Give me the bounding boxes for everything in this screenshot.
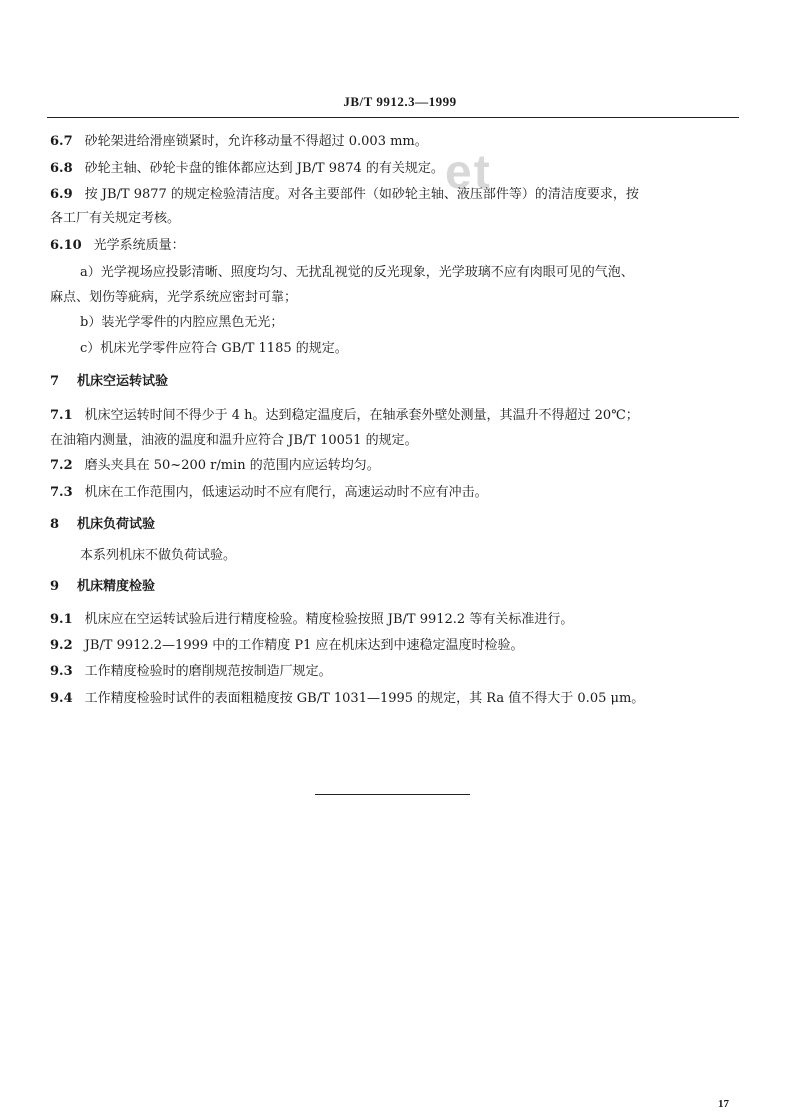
watermark: et [445, 146, 492, 199]
clause-6-10 [50, 237, 742, 255]
clause-number: 6.8 [50, 161, 73, 176]
section-title: 机床负荷试验 [77, 517, 156, 532]
item-text: a）光学视场应投影清晰、照度均匀、无扰乱视觉的反光现象，光学玻璃不应有肉眼可见的气泡、 [80, 265, 634, 280]
clause-number: 9.4 [50, 691, 73, 706]
item-c [80, 340, 742, 358]
clause-text: JB/T 9912.2—1999 中的工作精度 P1 应在机床达到中速稳定温度时检验。 [84, 638, 524, 653]
clause-6-9-cont [50, 210, 742, 228]
clause-7-1 [50, 407, 742, 425]
clause-number: 9.3 [50, 664, 73, 679]
clause-text: 机床在工作范围内，低速运动时不应有爬行，高速运动时不应有冲击。 [84, 485, 488, 500]
clause-text: 按 JB/T 9877 的规定检验清洁度。对各主要部件（如砂轮主轴、液压部件等）的清洁度要求，按 [84, 187, 639, 202]
clause-text: 磨头夹具在 50~200 r/min 的范围内应运转均匀。 [84, 458, 380, 473]
section-8-heading [50, 516, 742, 534]
section-number: 8 [50, 517, 60, 532]
clause-text: 工作精度检验时的磨削规范按制造厂规定。 [84, 664, 332, 679]
item-a [80, 264, 742, 282]
clause-number: 7.3 [50, 485, 73, 500]
clause-9-1 [50, 611, 742, 629]
clause-number: 7.2 [50, 458, 73, 473]
clause-number: 9.2 [50, 638, 73, 653]
clause-text: 工作精度检验时试件的表面粗糙度按 GB/T 1031—1995 的规定，其 Ra 值不得大于 0.05 μm。 [84, 691, 645, 706]
section-title: 机床精度检验 [77, 579, 156, 594]
clause-text: 机床空运转时间不得少于 4 h。达到稳定温度后，在轴承套外壁处测量，其温升不得超过 20℃； [84, 408, 639, 423]
item-b [80, 314, 742, 332]
item-a-cont [50, 289, 742, 307]
clause-9-4 [50, 690, 742, 708]
clause-6-8 [50, 160, 742, 178]
section-7-heading [50, 373, 742, 391]
clause-number: 9.1 [50, 612, 73, 627]
clause-text: 砂轮架进给滑座锁紧时，允许移动量不得超过 0.003 mm。 [84, 134, 428, 149]
section-number: 7 [50, 374, 60, 389]
clause-text: 砂轮主轴、砂轮卡盘的锥体都应达到 JB/T 9874 的有关规定。 [84, 161, 444, 176]
clause-9-3 [50, 663, 742, 681]
item-text: 麻点、划伤等疵病，光学系统应密封可靠； [50, 290, 298, 305]
clause-text: 光学系统质量： [93, 238, 185, 253]
page-number: 17 [718, 1098, 729, 1110]
clause-number: 6.9 [50, 187, 73, 202]
item-text: b）装光学零件的内腔应黑色无光； [80, 315, 284, 330]
clause-7-1-cont [50, 432, 742, 450]
page-header: JB/T 9912.3—1999 [343, 94, 457, 109]
clause-number: 7.1 [50, 408, 73, 423]
clause-text: 在油箱内测量，油液的温度和温升应符合 JB/T 10051 的规定。 [50, 433, 418, 448]
section-9-heading [50, 578, 742, 596]
clause-text: 各工厂有关规定考核。 [50, 211, 181, 226]
clause-text: 机床应在空运转试验后进行精度检验。精度检验按照 JB/T 9912.2 等有关标准进行。 [84, 612, 574, 627]
section-title: 机床空运转试验 [77, 374, 169, 389]
clause-number: 6.10 [50, 238, 82, 253]
clause-6-7 [50, 133, 742, 151]
clause-number: 6.7 [50, 134, 73, 149]
header-rule [47, 117, 739, 118]
section-number: 9 [50, 579, 60, 594]
clause-9-2 [50, 637, 742, 655]
clause-7-3 [50, 484, 742, 502]
clause-7-2 [50, 457, 742, 475]
item-text: c）机床光学零件应符合 GB/T 1185 的规定。 [80, 341, 348, 356]
section-8-body [80, 547, 742, 565]
clause-6-9 [50, 186, 742, 204]
end-of-standard-rule [315, 794, 470, 795]
body-text: 本系列机床不做负荷试验。 [80, 548, 237, 563]
